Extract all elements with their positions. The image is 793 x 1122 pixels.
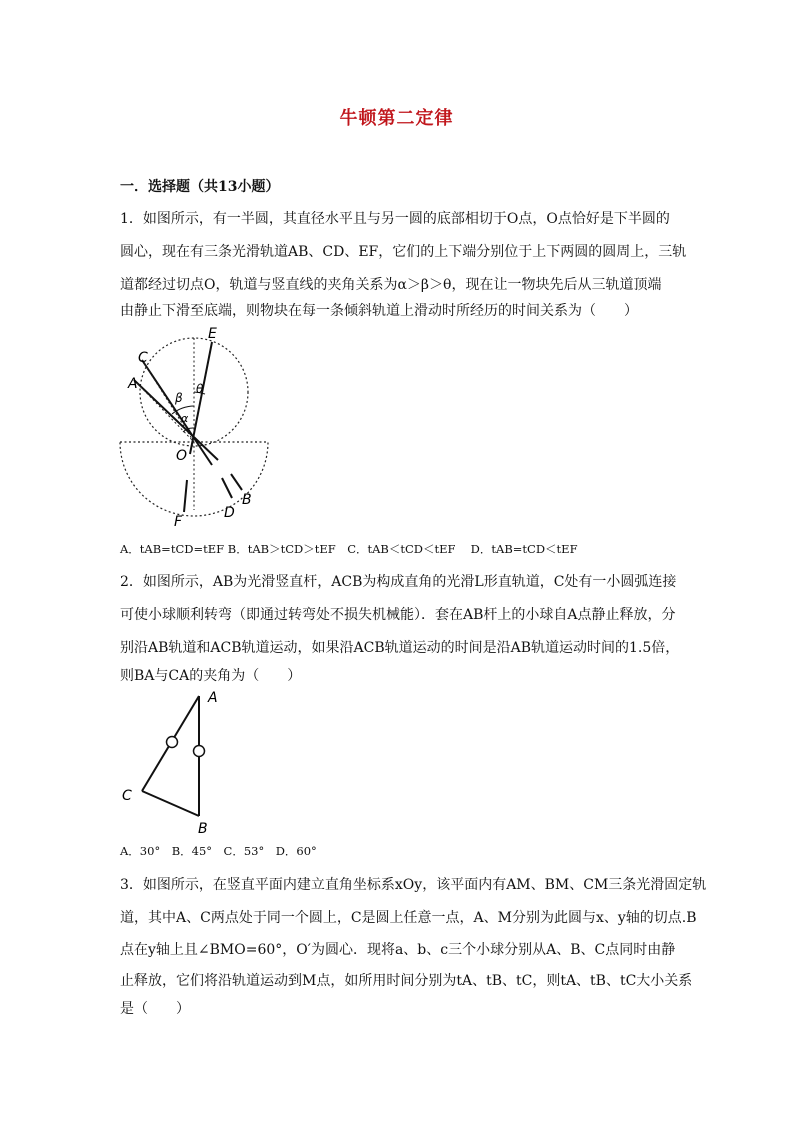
- q2-line-4: 则BA与CA的夹角为（ ）: [120, 668, 302, 684]
- ball-on-ab: [194, 746, 205, 757]
- label-theta: θ: [196, 382, 204, 396]
- label-alpha: α: [181, 412, 189, 425]
- track-e: [190, 342, 212, 454]
- label-f: F: [174, 514, 183, 528]
- q1-line-2: 圆心，现在有三条光滑轨道AB、CD、EF，它们的上下端分别位于上下两圆的圆周上，三轨: [120, 244, 687, 260]
- track-b: [231, 474, 242, 490]
- q2-line-3: 别沿AB轨道和ACB轨道运动，如果沿ACB轨道运动的时间是沿AB轨道运动时间的1.5倍，: [120, 640, 680, 656]
- ball-on-ac: [167, 737, 178, 748]
- q1-figure: [114, 320, 274, 528]
- label-c: C: [122, 788, 132, 804]
- q3-line-5: 是（ ）: [120, 1001, 190, 1017]
- q2-line-2: 可使小球顺利转弯（即通过转弯处不损失机械能）．套在AB杆上的小球自A点静止释放，分: [120, 607, 676, 623]
- label-beta: β: [175, 391, 183, 405]
- page-title: 牛顿第二定律: [339, 108, 454, 129]
- track-f: [184, 480, 187, 512]
- q2-options: A．30° B．45° C．53° D．60°: [120, 844, 317, 858]
- track-d: [222, 478, 232, 498]
- label-a: A: [128, 376, 138, 392]
- label-c: C: [138, 350, 148, 366]
- section-heading: 一．选择题（共13小题）: [120, 179, 280, 195]
- label-b: B: [198, 821, 208, 836]
- label-a: A: [208, 690, 218, 706]
- track-cb: [142, 791, 199, 816]
- label-o: O: [176, 448, 188, 464]
- q3-line-3: 点在y轴上且∠BMO=60°，O′为圆心．现将a、b、c三个小球分别从A、B、C点同时由静: [120, 942, 676, 958]
- label-e: E: [208, 326, 217, 342]
- label-d: D: [224, 505, 235, 521]
- q1-options: A．tAB=tCD=tEF B．tAB＞tCD＞tEF C．tAB＜tCD＜tEF D．tAB=tCD＜tEF: [120, 542, 578, 556]
- q3-line-1: 3．如图所示，在竖直平面内建立直角坐标系xOy，该平面内有AM、BM、CM三条光滑固定轨: [120, 877, 707, 893]
- q2-figure: [116, 688, 226, 836]
- q1-line-1: 1．如图所示，有一半圆，其直径水平且与另一圆的底部相切于O点，O点恰好是下半圆的: [120, 211, 670, 227]
- q3-line-4: 止释放，它们将沿轨道运动到M点，如所用时间分别为tA、tB、tC，则tA、tB、tC大小关系: [120, 973, 693, 989]
- q3-line-2: 道，其中A、C两点处于同一个圆上，C是圆上任意一点，A、M分别为此圆与x、y轴的切点.B: [120, 910, 697, 926]
- q1-line-4: 由静止下滑至底端，则物块在每一条倾斜轨道上滑动时所经历的时间关系为（ ）: [120, 303, 638, 319]
- q1-line-3: 道都经过切点O，轨道与竖直线的夹角关系为α＞β＞θ，现在让一物块先后从三轨道顶端: [120, 277, 662, 293]
- q2-line-1: 2．如图所示，AB为光滑竖直杆，ACB为构成直角的光滑L形直轨道，C处有一小圆弧连接: [120, 574, 677, 590]
- label-b: B: [242, 492, 252, 508]
